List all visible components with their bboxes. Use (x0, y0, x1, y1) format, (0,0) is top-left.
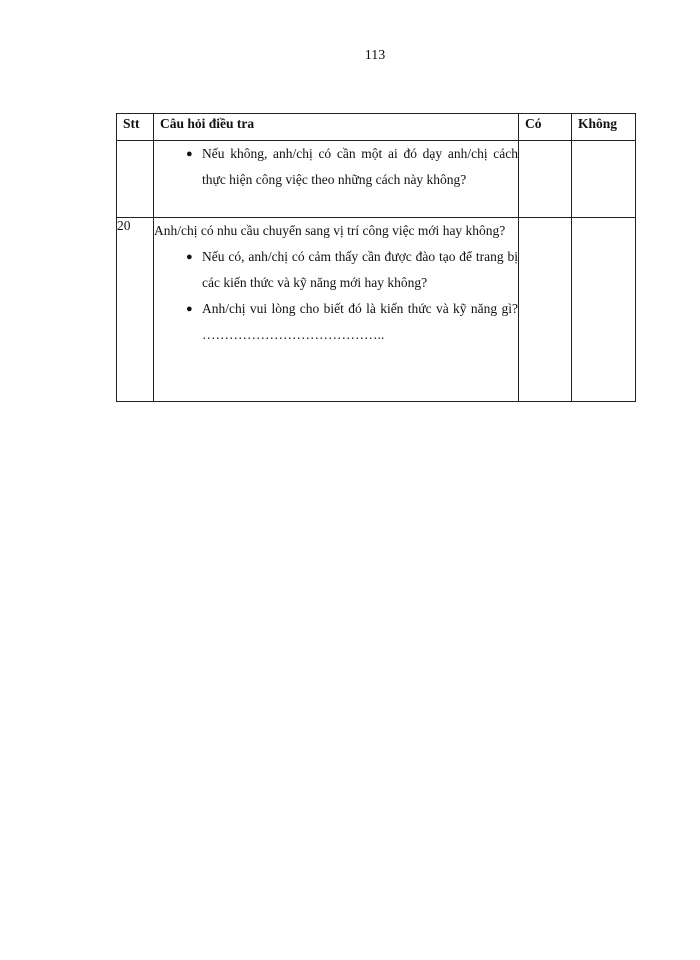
list-item (154, 296, 518, 348)
bullet-text: Nếu có, anh/chị có cảm thấy cần được đào tạo để trang bị các kiến thức và kỹ năng mới hay không? (202, 249, 518, 290)
bullet-text: Anh/chị vui lòng cho biết đó là kiến thức và kỹ năng gì? ………………………………….. (202, 301, 518, 342)
bullet-icon: ● (186, 251, 193, 263)
row-question (154, 218, 519, 402)
row-question (154, 141, 519, 218)
header-no: Không (572, 114, 636, 141)
row-stt: 20 (117, 218, 154, 402)
table-row (117, 218, 636, 402)
table-row (117, 141, 636, 218)
header-question: Câu hỏi điều tra (154, 114, 519, 141)
table-header-row (117, 114, 636, 141)
page-number: 113 (364, 48, 386, 63)
header-yes: Có (519, 114, 572, 141)
row-yes-cell[interactable] (519, 218, 572, 402)
bullet-text: Nếu không, anh/chị có cần một ai đó dạy anh/chị cách thực hiện công việc theo những cách này không? (202, 146, 518, 187)
row-yes-cell[interactable] (519, 141, 572, 218)
bullet-icon: ● (186, 148, 193, 160)
row-no-cell[interactable] (572, 218, 636, 402)
list-item (154, 141, 518, 193)
header-stt: Stt (117, 114, 154, 141)
row-no-cell[interactable] (572, 141, 636, 218)
question-text: Anh/chị có nhu cầu chuyển sang vị trí công việc mới hay không? (154, 223, 506, 238)
list-item (154, 244, 518, 296)
row-stt (117, 141, 154, 218)
bullet-icon: ● (186, 303, 193, 315)
survey-table (116, 113, 636, 402)
